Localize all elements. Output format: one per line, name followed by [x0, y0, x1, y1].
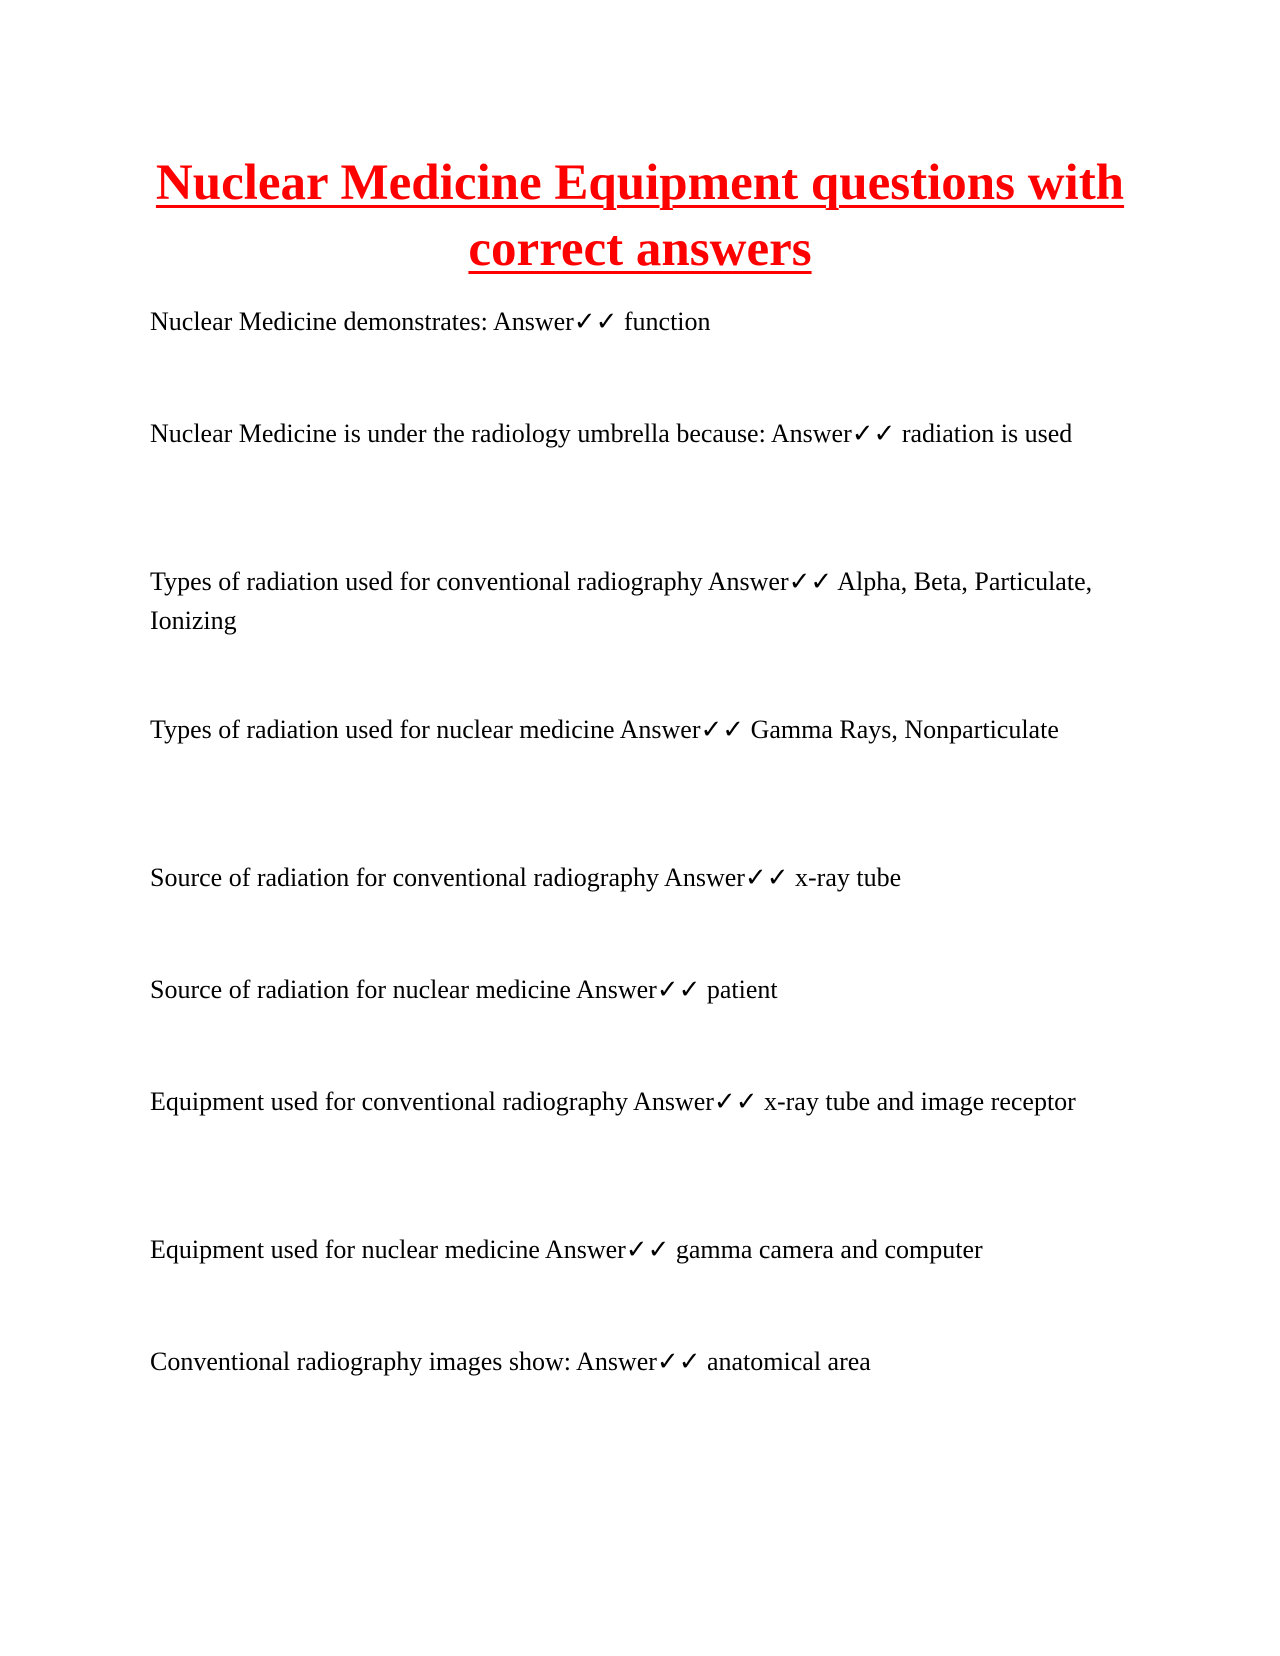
qa-item: Types of radiation used for conventional radiography Answer✓✓ Alpha, Beta, Particulate, Ionizing: [150, 567, 1093, 635]
qa-item: Source of radiation for nuclear medicine Answer✓✓ patient: [150, 975, 778, 1004]
qa-item: Types of radiation used for nuclear medicine Answer✓✓ Gamma Rays, Nonparticulate: [150, 715, 1059, 744]
qa-item: Conventional radiography images show: Answer✓✓ anatomical area: [150, 1347, 871, 1376]
qa-item: Source of radiation for conventional radiography Answer✓✓ x-ray tube: [150, 863, 902, 892]
qa-item: Equipment used for conventional radiography Answer✓✓ x-ray tube and image receptor: [150, 1087, 1076, 1116]
qa-item: Equipment used for nuclear medicine Answer✓✓ gamma camera and computer: [150, 1235, 983, 1264]
qa-item: Nuclear Medicine demonstrates: Answer✓✓ function: [150, 307, 711, 336]
qa-item: Nuclear Medicine is under the radiology umbrella because: Answer✓✓ radiation is used: [150, 419, 1073, 448]
document-title: Nuclear Medicine Equipment questions with correct answers: [155, 155, 1125, 277]
